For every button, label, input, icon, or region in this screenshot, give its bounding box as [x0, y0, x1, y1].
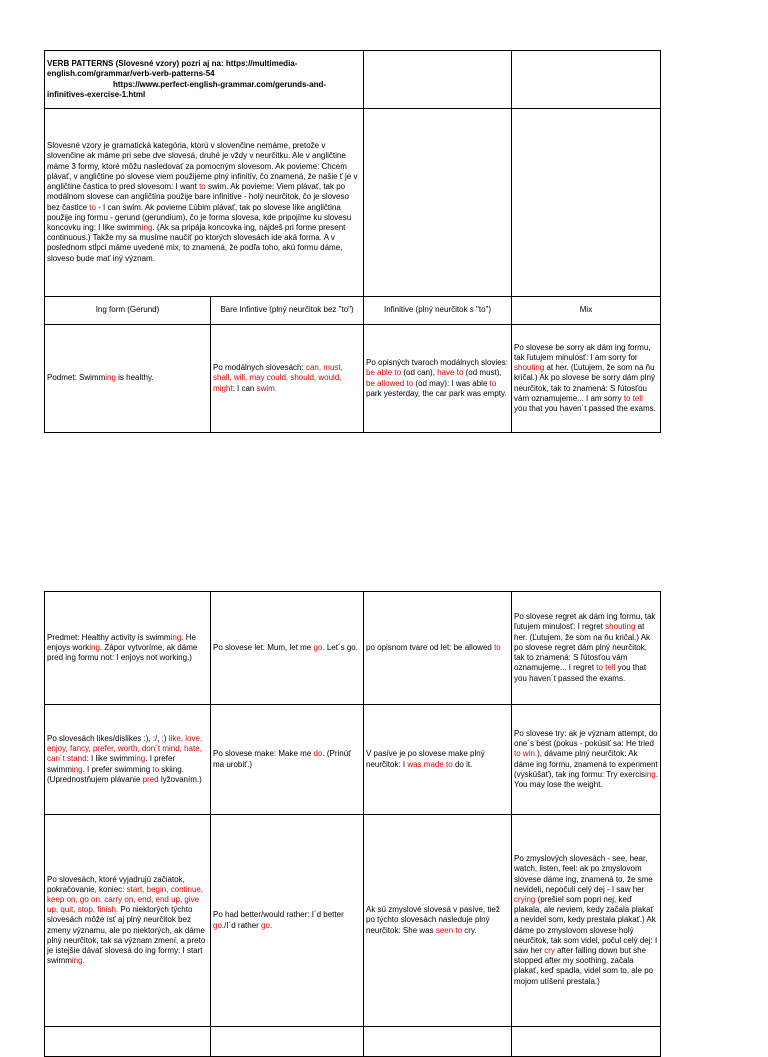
empty-cell	[364, 1027, 512, 1057]
row4-ing-cell: Po slovesách, ktoré vyjadrujú začiatok, pokračovanie, koniec: start, begin, continue, keep on, go on, carry on, end, end up, give up, quit, stop, finish. Po niektorých týchto slovesách môže ísť aj plný neurčitok bez zmeny významu, ale po niektorých, ak dáme plný neurčitok, tak sa význam zmení, a preto je istejšie dávať slovesá do ing formy: I start swimming.	[45, 815, 211, 1027]
verb-patterns-table-top	[44, 50, 661, 433]
table-row	[45, 325, 661, 433]
row4-bare-cell: Po had better/would rather: I´d better go./I´d rather go.	[211, 815, 364, 1027]
table-row	[45, 1027, 661, 1057]
intro-cell: Slovesné vzory je gramatická kategória, ktorú v slovenčine nemáme, pretože v slovenčine ak máme pri sebe dve slovesá, druhé je vždy v neurčitku. Ale v angličtine máme 3 formy, ktoré môžu nasledovať za pomocným slovesom. Ak povieme: Chcem plávať, v angličtine po slovese viem použijeme plný infinitív, čo znamená, že našie ť je v angličtine častica to pred slovesom: I want to swim. Ak povieme: Viem plávať, tak po modálnom slovese can angličtina použije bare infinitive - holý neurčitok, čo je sloveso bez častice to - I can swim. Ak povieme Ľúbim plávať, tak po slovese like angličtina použije ing formu - gerund (gerundium), čo je forma slovesa, kde pripojíme ku slovesu koncovku ing: I like swimming. (Ak sa pripája koncovka ing, nájdeš pri forme present continuous.) Takže my sa musíme naučiť po ktorých slovesách ide aká forma. A v poslednom stĺpci máme uvedené mix, to znamená, že podľa toho, akú formu dáme, sloveso bude mať iný význam.	[45, 109, 364, 297]
row2-bare-cell: Po slovese let: Mum, let me go. Let´s go.	[211, 592, 364, 705]
empty-cell	[512, 51, 661, 109]
row1-bare-cell: Po modálnych slovesách: can, must, shall, will, may could, should, would, might: I can swim.	[211, 325, 364, 433]
row2-ing-cell: Predmet: Healthy activity is swimming. He enjoys working. Zápor vytvoríme, ak dáme pred ing formu not: I enjoys not working.)	[45, 592, 211, 705]
intro-row	[45, 109, 661, 297]
row1-ing-cell: Podmet: Swimming is healthy.	[45, 325, 211, 433]
empty-cell	[512, 109, 661, 297]
table-row	[45, 815, 661, 1027]
header-bare-infinitive: Bare Infintive (plný neurčitok bez "to")	[211, 297, 364, 325]
table-row	[45, 592, 661, 705]
title-cell: VERB PATTERNS (Slovesné vzory) pozri aj na: https://multimedia- english.com/grammar/verb-verb-patterns-54 https://www.perfect-english-grammar.com/gerunds-and- infinitives-exercise-1.html	[45, 51, 364, 109]
empty-cell	[364, 51, 512, 109]
row3-ing-cell: Po slovesách likes/dislikes :), :/, :) like, love, enjoy, fancy, prefer, worth, don´t mind, hate, can´t stand: I like swimming. I prefer swimming. I prefer swimming to skiing. (Uprednostňujem plávanie pred lyžovaním.)	[45, 705, 211, 815]
row1-mix-cell: Po slovese be sorry ak dám ing formu, tak ľutujem minulosť: I am sorry for shouting at her. (Ľutujem, že som na ňu kričal.) Ak po slovese be sorry dám plný neurčitok, tak to znamená: S ľútosťou vám oznamujeme... I am sorry to tell you that you haven´t passed the exams.	[512, 325, 661, 433]
row2-mix-cell: Po slovese regret ak dám ing formu, tak ľutujem minulosť: I regret shouting at her. (Ľutujem, že som na ňu kričal.) Ak po slovese regret dám plný neurčitok, tak to znamená: S ľútosťou vám oznamujeme... I regret to tell you that you haven´t passed the exams.	[512, 592, 661, 705]
empty-cell	[211, 1027, 364, 1057]
empty-cell	[512, 1027, 661, 1057]
header-ing-form: Ing form (Gerund)	[45, 297, 211, 325]
row3-infinitive-cell: V pasíve je po slovese make plný neurčitok: I was made to do it.	[364, 705, 512, 815]
table-row	[45, 705, 661, 815]
row3-mix-cell: Po slovese try: ak je význam attempt, do one´s best (pokus - pokúsiť sa: He tried to win.), dávame plný neurčitok: Ak dáme ing formu, znamená to experiment (vyskúšať), tak ing formu: Try exercising. You may lose the weight.	[512, 705, 661, 815]
header-mix: Mix	[512, 297, 661, 325]
empty-cell	[45, 1027, 211, 1057]
empty-cell	[364, 109, 512, 297]
header-row	[45, 297, 661, 325]
row2-infinitive-cell: po opisnom tvare od let: be allowed to	[364, 592, 512, 705]
row4-mix-cell: Po zmyslových slovesách - see, hear, watch, listen, feel: ak po zmyslovom slovese dáme ing, znamená to, že sme nevideli, nepočuli celý dej - I saw her crying (prešiel som popri nej, keď plakala, ale neviem, kedy začala plakať a nevidel som, kedy prestala plakať.) Ak dáme po zmyslovom slovese holý neurčitok, tak som videl, počul celý dej: I saw her cry after falling down but she stopped after my soothing. začala plakať, keď spadla, videl som to, ale po mojom utíšení prestala.)	[512, 815, 661, 1027]
verb-patterns-table-bottom	[44, 591, 661, 1057]
row1-infinitive-cell: Po opisných tvaroch modálnych slovies: be able to (od can), have to (od must), be allowed to (od may): I was able to park yesterday, the car park was empty.	[364, 325, 512, 433]
header-infinitive: Infinitive (plný neurčitok s "to")	[364, 297, 512, 325]
row3-bare-cell: Po slovese make: Make me do. (Prinúť ma urobiť.)	[211, 705, 364, 815]
row4-infinitive-cell: Ak sú zmyslové slovesá v pasíve, tiež po týchto slovesách nasleduje plný neurčitok: She was seen to cry.	[364, 815, 512, 1027]
title-row	[45, 51, 661, 109]
